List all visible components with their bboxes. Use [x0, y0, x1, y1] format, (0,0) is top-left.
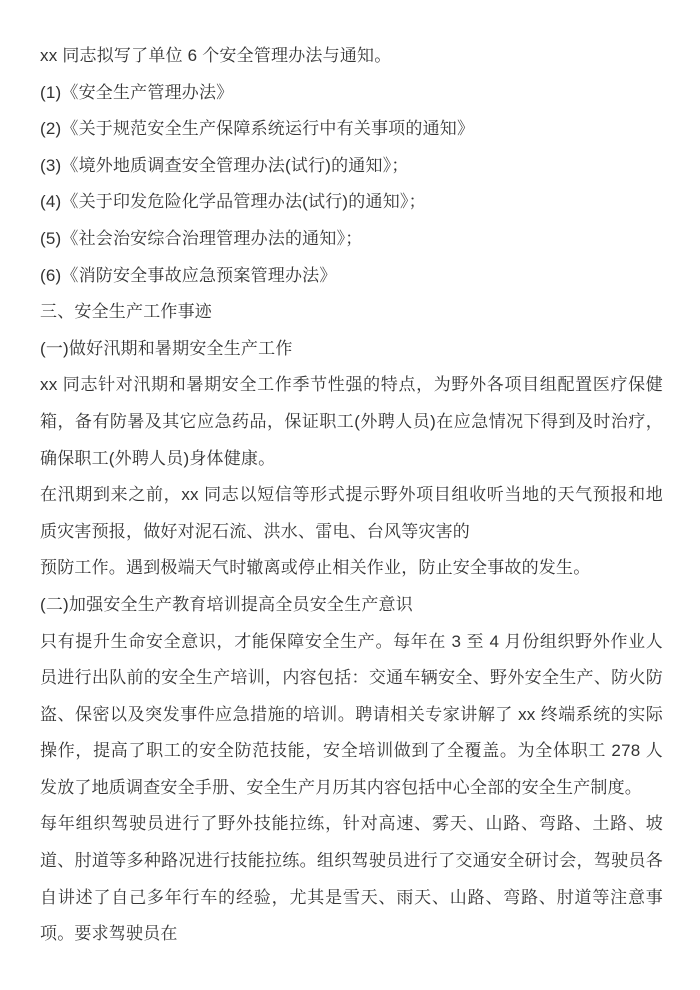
section-heading-three: 三、安全生产工作事迹	[40, 302, 212, 322]
list-item-2: (2)《关于规范安全生产保障系统运行中有关事项的通知》	[40, 119, 475, 139]
subsection-heading-one: (一)做好汛期和暑期安全生产工作	[40, 338, 293, 358]
paragraph-flood-season-2: 在汛期到来之前，xx 同志以短信等形式提示野外项目组收听当地的天气预报和地质灾害预报，做好对泥石流、洪水、雷电、台风等灾害的	[40, 485, 663, 541]
list-item-1: (1)《安全生产管理办法》	[40, 82, 234, 102]
list-item-5: (5)《社会治安综合治理管理办法的通知》；	[40, 228, 363, 248]
list-item-4: (4)《关于印发危险化学品管理办法(试行)的通知》；	[40, 192, 426, 212]
paragraph-flood-season-1: xx 同志针对汛期和暑期安全工作季节性强的特点，为野外各项目组配置医疗保健箱，备有防暑及其它应急药品，保证职工(外聘人员)在应急情况下得到及时治疗，确保职工(外聘人员)身体健康。	[40, 375, 663, 468]
paragraph-driver-training: 每年组织驾驶员进行了野外技能拉练，针对高速、雾天、山路、弯路、土路、坡道、肘道等多种路况进行技能拉练。组织驾驶员进行了交通安全研讨会，驾驶员各自讲述了自己多年行车的经验，尤其是雪天、雨天、山路、弯路、肘道等注意事项。要求驾驶员在	[40, 814, 663, 944]
document-body	[40, 38, 663, 953]
paragraph-intro: xx 同志拟写了单位 6 个安全管理办法与通知。	[40, 46, 392, 65]
paragraph-flood-season-3: 预防工作。遇到极端天气时辙离或停止相关作业，防止安全事故的发生。	[40, 558, 591, 578]
list-item-6: (6)《消防安全事故应急预案管理办法》	[40, 265, 337, 285]
paragraph-safety-training: 只有提升生命安全意识，才能保障安全生产。每年在 3 至 4 月份组织野外作业人员进行出队前的安全生产培训，内容包括：交通车辆安全、野外安全生产、防火防盗、保密以及突发事件应急措施的培训。聘请相关专家讲解了 xx 终端系统的实际操作，提高了职工的安全防范技能，安全培训做到了全覆盖。为全体职工 278 人发放了地质调查安全手册、安全生产月历其内容包括中心全部的安全生产制度。	[40, 631, 663, 797]
subsection-heading-two: (二)加强安全生产教育培训提高全员安全生产意识	[40, 594, 413, 614]
list-item-3: (3)《境外地质调查安全管理办法(试行)的通知》；	[40, 155, 409, 175]
